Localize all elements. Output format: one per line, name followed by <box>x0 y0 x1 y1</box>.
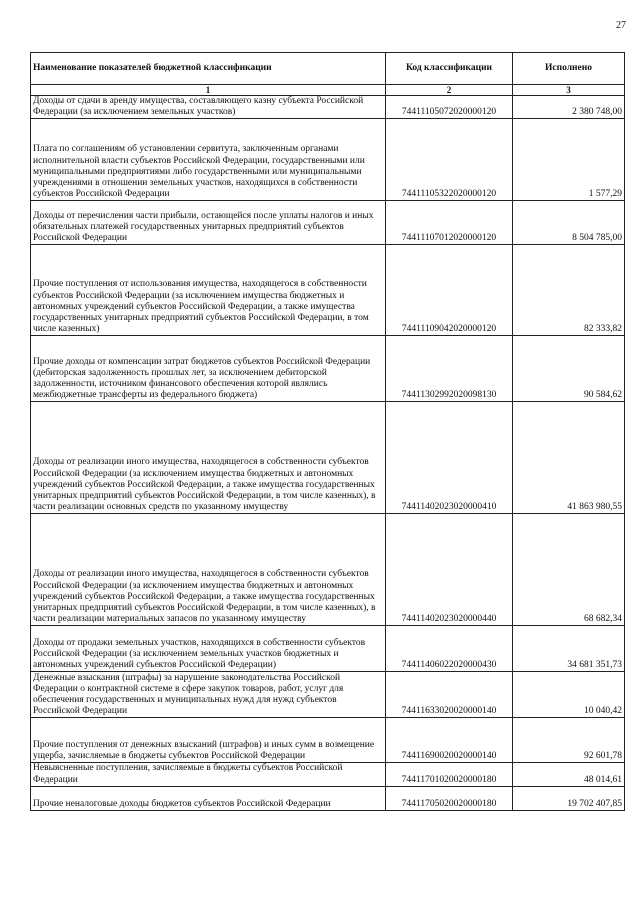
row-name: Прочие поступления от использования имущества, находящегося в собственности субъектов Российской Федерации (за исключением имущества бюджетных и автономных учреждений субъектов Российской Федерации, а также имущества государственных унитарных предприятий субъектов Российской Федерации, в том числе казенных) <box>31 245 386 336</box>
row-sum: 2 380 748,00 <box>513 96 625 119</box>
row-sum: 1 577,29 <box>513 119 625 201</box>
row-name: Прочие поступления от денежных взысканий (штрафов) и иных сумм в возмещение ущерба, зачисляемые в бюджеты субъектов Российской Федерации <box>31 718 386 763</box>
row-sum: 48 014,61 <box>513 763 625 786</box>
table-row <box>31 201 625 245</box>
row-name: Денежные взыскания (штрафы) за нарушение законодательства Российской Федерации о контрактной системе в сфере закупок товаров, работ, услуг для обеспечения государственных и муниципальных нужд для нужд субъектов Российской Федерации <box>31 672 386 718</box>
column-number: 3 <box>513 85 625 96</box>
row-code: 74411690020020000140 <box>386 718 513 763</box>
row-sum: 90 584,62 <box>513 336 625 402</box>
row-code: 74411406022020000430 <box>386 626 513 672</box>
row-name: Прочие доходы от компенсации затрат бюджетов субъектов Российской Федерации (дебиторская задолженность прошлых лет, за исключением дебиторской задолженности, источником финансового обеспечения которой являлись межбюджетные трансферты из федерального бюджета) <box>31 336 386 402</box>
row-sum: 10 040,42 <box>513 672 625 718</box>
table-row <box>31 245 625 336</box>
table-row <box>31 763 625 786</box>
row-name: Доходы от продажи земельных участков, находящихся в собственности субъектов Российской Федерации (за исключением земельных участков бюджетных и автономных учреждений субъектов Российской Федерации) <box>31 626 386 672</box>
table-row <box>31 786 625 810</box>
header-code: Код классификации <box>386 53 513 85</box>
table-row <box>31 626 625 672</box>
budget-classification-table <box>30 52 625 811</box>
row-code: 74411705020020000180 <box>386 786 513 810</box>
row-name: Доходы от сдачи в аренду имущества, составляющего казну субъекта Российской Федерации (за исключением земельных участков) <box>31 96 386 119</box>
row-name: Доходы от реализации иного имущества, находящегося в собственности субъектов Российской Федерации (за исключением имущества бюджетных и автономных учреждений субъектов Российской Федерации, а также имущества государственных унитарных предприятий субъектов Российской Федерации, в том числе казенных), в части реализации материальных запасов по указанному имуществу <box>31 514 386 626</box>
table-row <box>31 672 625 718</box>
row-code: 74411402023020000440 <box>386 514 513 626</box>
table-row <box>31 96 625 119</box>
row-sum: 92 601,78 <box>513 718 625 763</box>
row-code: 74411402023020000410 <box>386 402 513 514</box>
row-code: 74411302992020098130 <box>386 336 513 402</box>
row-name: Прочие неналоговые доходы бюджетов субъектов Российской Федерации <box>31 786 386 810</box>
header-name: Наименование показателей бюджетной классификации <box>31 53 386 85</box>
header-sum: Исполнено <box>513 53 625 85</box>
row-code: 74411105072020000120 <box>386 96 513 119</box>
column-number: 2 <box>386 85 513 96</box>
row-code: 74411701020020000180 <box>386 763 513 786</box>
row-sum: 82 333,82 <box>513 245 625 336</box>
table-row <box>31 119 625 201</box>
row-code: 74411105322020000120 <box>386 119 513 201</box>
row-sum: 34 681 351,73 <box>513 626 625 672</box>
row-sum: 8 504 785,00 <box>513 201 625 245</box>
table-row <box>31 402 625 514</box>
row-name: Невыясненные поступления, зачисляемые в бюджеты субъектов Российской Федерации <box>31 763 386 786</box>
row-name: Доходы от перечисления части прибыли, остающейся после уплаты налогов и иных обязательных платежей государственных унитарных предприятий субъектов Российской Федерации <box>31 201 386 245</box>
row-sum: 19 702 407,85 <box>513 786 625 810</box>
row-sum: 41 863 980,55 <box>513 402 625 514</box>
row-code: 74411109042020000120 <box>386 245 513 336</box>
table-row <box>31 336 625 402</box>
header-row <box>31 53 625 85</box>
row-sum: 68 682,34 <box>513 514 625 626</box>
row-name: Плата по соглашениям об установлении сервитута, заключенным органами исполнительной власти субъектов Российской Федерации, государственными или муниципальными предприятиями либо государственными или муниципальными учреждениями в отношении земельных участков, находящихся в собственности субъектов Российской Федерации <box>31 119 386 201</box>
row-name: Доходы от реализации иного имущества, находящегося в собственности субъектов Российской Федерации (за исключением имущества бюджетных и автономных учреждений субъектов Российской Федерации, а также имущества государственных унитарных предприятий субъектов Российской Федерации, в том числе казенных), в части реализации основных средств по указанному имуществу <box>31 402 386 514</box>
table-row <box>31 514 625 626</box>
row-code: 74411633020020000140 <box>386 672 513 718</box>
row-code: 74411107012020000120 <box>386 201 513 245</box>
table-row <box>31 718 625 763</box>
column-number: 1 <box>31 85 386 96</box>
column-number-row <box>31 85 625 96</box>
page-number: 27 <box>616 20 626 31</box>
